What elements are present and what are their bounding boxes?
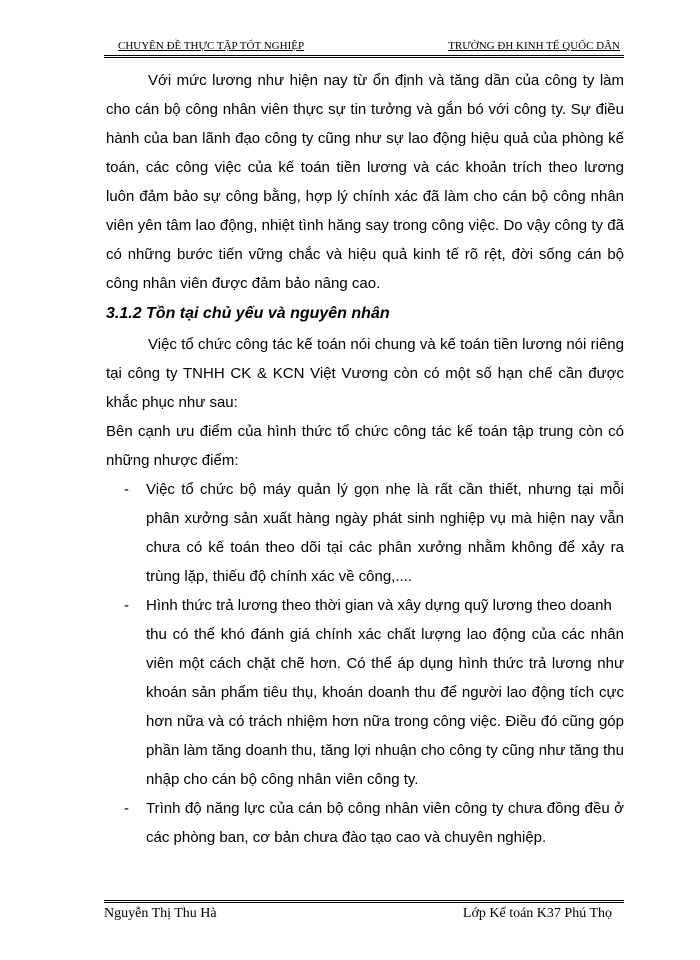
document-body <box>106 66 624 852</box>
footer-class: Lớp Kế toán K37 Phú Thọ <box>462 906 612 921</box>
bullet-2-continuation: thu có thể khó đánh giá chính xác chất lượng lao động của các nhân viên một cách chặt chẽ hơn. Có thể áp dụng hình thức trả lương như khoán sản phẩm tiêu thụ, khoán doanh thu để người lao động tích cực hơn nữa và có trách nhiệm hơn nữa trong công việc. Điều đó cũng góp phần làm tăng doanh thu, tăng lợi nhuận cho công ty cũng như tăng thu nhập cho cán bộ công nhân viên công ty. <box>146 626 624 788</box>
bullet-text-3: Trình độ năng lực của cán bộ công nhân viên công ty chưa đồng đều ở các phòng ban, cơ bản chưa đào tạo cao và chuyên nghiệp. <box>146 800 624 846</box>
page-header <box>104 38 624 56</box>
bullet-text-2: Hình thức trả lương theo thời gian và xây dựng quỹ lương theo doanh <box>146 597 612 614</box>
header-divider <box>104 55 624 58</box>
bullet-item-3 <box>106 794 624 852</box>
paragraph-intro: Với mức lương như hiện nay từ ổn định và tăng dần của công ty làm cho cán bộ công nhân viên thực sự tin tưởng và gắn bó với công ty. Sự điều hành của ban lãnh đạo công ty cũng như sự lao động hiệu quả của phòng kế toán, các công việc của kế toán tiền lương và các khoản trích theo lương luôn đảm bảo sự công bằng, hợp lý chính xác đã làm cho cán bộ công nhân viên yên tâm lao động, nhiệt tình hăng say trong công việc. Do vậy công ty đã có những bước tiến vững chắc và hiệu quả kinh tế rõ rệt, đời sống cán bộ công nhân viên được đảm bảo nâng cao. <box>106 72 624 292</box>
header-right-text: TRƯỜNG ĐH KINH TẾ QUỐC DÂN <box>448 40 620 52</box>
paragraph-drawbacks-intro: Bên cạnh ưu điểm của hình thức tổ chức công tác kế toán tập trung còn có những nhược điểm: <box>106 423 624 469</box>
bullet-dash: - <box>124 800 129 817</box>
paragraph-overview: Việc tổ chức công tác kế toán nói chung và kế toán tiền lương nói riêng tại công ty TNHH CK & KCN Việt Vương còn có một số hạn chế cần được khắc phục như sau: <box>106 336 624 411</box>
footer-divider <box>104 900 624 903</box>
header-left-text: CHUYÊN ĐỀ THỰC TẬP TỐT NGHIỆP <box>118 40 305 52</box>
bullet-item-1 <box>106 475 624 591</box>
page-footer <box>104 906 624 926</box>
bullet-dash: - <box>124 597 129 614</box>
bullet-item-2 <box>106 591 624 620</box>
section-heading: 3.1.2 Tồn tại chủ yếu và nguyên nhân <box>106 305 390 322</box>
bullet-dash: - <box>124 481 129 498</box>
bullet-text-1: Việc tổ chức bộ máy quản lý gọn nhẹ là rất cần thiết, nhưng tại mỗi phân xưởng sản xuất hàng ngày phát sinh nghiệp vụ mà hiện nay vẫn chưa có kế toán theo dõi tại các phân xưởng nhằm không để xảy ra trùng lặp, thiếu độ chính xác về công,.... <box>146 481 624 585</box>
footer-author: Nguyễn Thị Thu Hà <box>104 906 217 921</box>
